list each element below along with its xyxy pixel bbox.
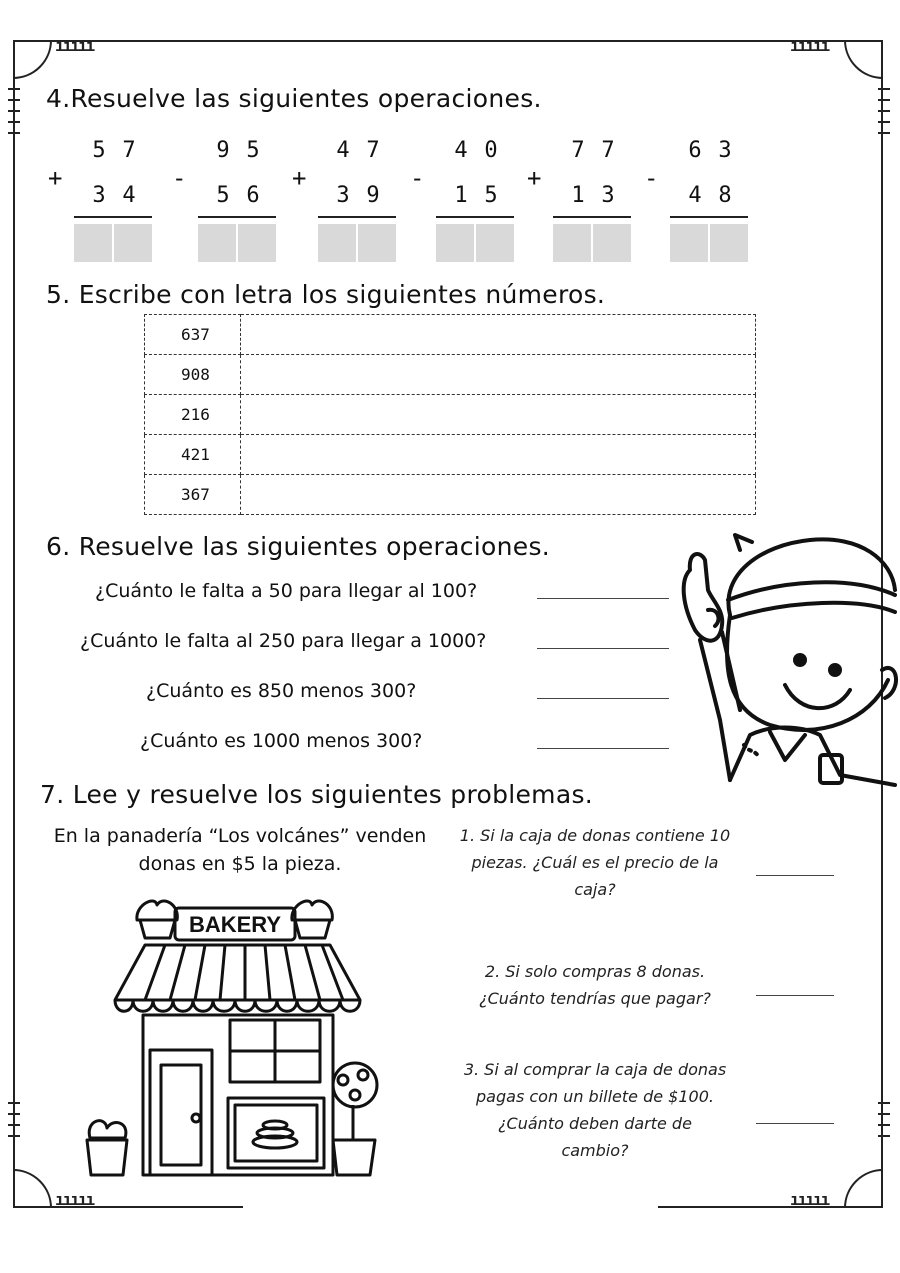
digit: 5 <box>484 183 498 208</box>
digit: 1 <box>454 183 468 208</box>
operation-top-number <box>563 138 623 163</box>
digit: 3 <box>601 183 615 208</box>
digit: 0 <box>484 138 498 163</box>
operation-top-number <box>208 138 268 163</box>
problem-3-line-1: 3. Si al comprar la caja de donas <box>463 1060 727 1079</box>
operation-sign: + <box>48 164 63 192</box>
answer-line-4[interactable] <box>537 748 669 749</box>
section-6-title: 6. Resuelve las siguientes operaciones. <box>46 532 551 561</box>
operation-line <box>74 216 152 218</box>
operation-bottom-number <box>328 183 388 208</box>
write-in-cell[interactable] <box>241 475 756 515</box>
digit: 1 <box>571 183 585 208</box>
border-ticks-bottom-left: ııııı <box>55 1190 94 1209</box>
operation-line <box>198 216 276 218</box>
digit: 4 <box>688 183 702 208</box>
digit: 3 <box>336 183 350 208</box>
digit: 5 <box>216 183 230 208</box>
answer-line-p2[interactable] <box>756 995 834 996</box>
section-4-title: 4.Resuelve las siguientes operaciones. <box>46 84 542 113</box>
border-ticks-top-left: ııııı <box>55 36 94 55</box>
bakery-sign-text: BAKERY <box>188 912 282 937</box>
answer-line-p3[interactable] <box>756 1123 834 1124</box>
operation-sign: + <box>292 164 307 192</box>
digit: 9 <box>366 183 380 208</box>
digit: 6 <box>246 183 260 208</box>
problem-3 <box>455 1056 735 1164</box>
write-in-cell[interactable] <box>241 395 756 435</box>
section-7-title: 7. Lee y resuelve los siguientes problemas. <box>40 780 594 809</box>
problem-intro-line-2: donas en $5 la pieza. <box>138 853 342 875</box>
digit: 7 <box>571 138 585 163</box>
operation-bottom-number <box>208 183 268 208</box>
operation-line <box>436 216 514 218</box>
problem-intro <box>40 822 440 878</box>
operation-bottom-number <box>446 183 506 208</box>
digit: 3 <box>718 138 732 163</box>
digit: 4 <box>122 183 136 208</box>
answer-box[interactable] <box>74 224 152 262</box>
problem-1-line-3: caja? <box>574 880 616 899</box>
operation-bottom-number <box>563 183 623 208</box>
write-in-cell[interactable] <box>241 355 756 395</box>
operation-line <box>553 216 631 218</box>
problem-1 <box>455 822 735 903</box>
problem-1-line-2: piezas. ¿Cuál es el precio de la <box>471 853 719 872</box>
section-5-title: 5. Escribe con letra los siguientes números. <box>46 280 606 309</box>
digit: 4 <box>336 138 350 163</box>
number-cell: 367 <box>145 475 241 515</box>
problem-3-line-4: cambio? <box>561 1141 629 1160</box>
number-cell: 421 <box>145 435 241 475</box>
answer-box[interactable] <box>436 224 514 262</box>
digit: 5 <box>246 138 260 163</box>
digit: 3 <box>92 183 106 208</box>
answer-box[interactable] <box>553 224 631 262</box>
bakery-illustration <box>85 890 395 1180</box>
operation-bottom-number <box>680 183 740 208</box>
answer-box[interactable] <box>670 224 748 262</box>
digit: 6 <box>688 138 702 163</box>
operation-sign: - <box>410 164 425 192</box>
digit: 9 <box>216 138 230 163</box>
problem-2-line-2: ¿Cuánto tendrías que pagar? <box>479 989 711 1008</box>
write-in-cell[interactable] <box>241 315 756 355</box>
answer-line-2[interactable] <box>537 648 669 649</box>
digit: 7 <box>122 138 136 163</box>
answer-box[interactable] <box>318 224 396 262</box>
number-cell: 637 <box>145 315 241 355</box>
operation-sign: - <box>644 164 659 192</box>
operation-top-number <box>680 138 740 163</box>
digit: 7 <box>601 138 615 163</box>
question-4: ¿Cuánto es 1000 menos 300? <box>140 730 423 752</box>
digit: 5 <box>92 138 106 163</box>
operation-bottom-number <box>84 183 144 208</box>
problem-3-line-3: ¿Cuánto deben darte de <box>498 1114 692 1133</box>
operation-top-number <box>446 138 506 163</box>
problem-2 <box>455 958 735 1012</box>
digit: 8 <box>718 183 732 208</box>
border-ticks-top-right: ııııı <box>790 36 829 55</box>
number-row <box>145 315 756 355</box>
write-in-cell[interactable] <box>241 435 756 475</box>
operation-line <box>318 216 396 218</box>
answer-line-p1[interactable] <box>756 875 834 876</box>
number-row <box>145 395 756 435</box>
problem-2-line-1: 2. Si solo compras 8 donas. <box>484 962 706 981</box>
operation-top-number <box>328 138 388 163</box>
boy-pointing-illustration <box>660 520 895 805</box>
problem-intro-line-1: En la panadería “Los volcánes” venden <box>53 825 427 847</box>
operation-line <box>670 216 748 218</box>
question-3: ¿Cuánto es 850 menos 300? <box>146 680 417 702</box>
problem-1-line-1: 1. Si la caja de donas contiene 10 <box>459 826 731 845</box>
answer-line-3[interactable] <box>537 698 669 699</box>
number-row <box>145 355 756 395</box>
number-cell: 908 <box>145 355 241 395</box>
problem-3-line-2: pagas con un billete de $100. <box>476 1087 714 1106</box>
answer-box[interactable] <box>198 224 276 262</box>
number-row <box>145 475 756 515</box>
number-writing-table <box>144 314 756 515</box>
question-2: ¿Cuánto le falta al 250 para llegar a 1000? <box>80 630 487 652</box>
answer-line-1[interactable] <box>537 598 669 599</box>
operation-sign: + <box>527 164 542 192</box>
operation-sign: - <box>172 164 187 192</box>
digit: 7 <box>366 138 380 163</box>
border-ticks-bottom-right: ııııı <box>790 1190 829 1209</box>
operation-top-number <box>84 138 144 163</box>
number-row <box>145 435 756 475</box>
question-1: ¿Cuánto le falta a 50 para llegar al 100? <box>95 580 478 602</box>
digit: 4 <box>454 138 468 163</box>
number-cell: 216 <box>145 395 241 435</box>
